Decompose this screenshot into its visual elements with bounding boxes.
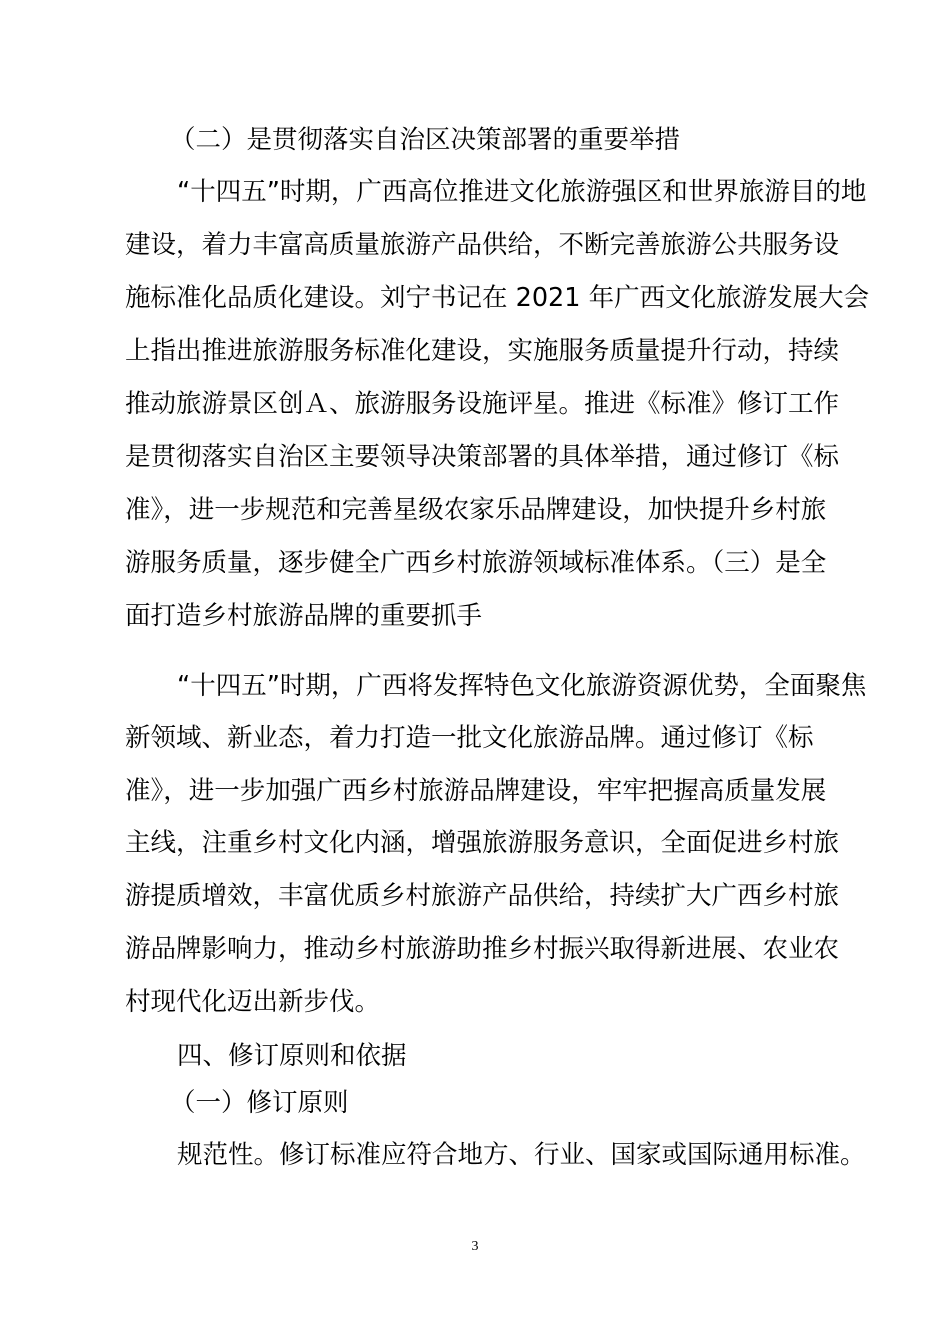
paragraph-line: 施标准化品质化建设。刘宁书记在 2021 年广西文化旅游发展大会	[125, 283, 870, 313]
paragraph-line: 准》，进一步规范和完善星级农家乐品牌建设，加快提升乡村旅	[125, 495, 827, 525]
paragraph-line: 规范性。修订标准应符合地方、行业、国家或国际通用标准。	[177, 1140, 866, 1170]
paragraph-line: 上指出推进旅游服务标准化建设，实施服务质量提升行动，持续	[125, 336, 840, 366]
paragraph-line: 准》，进一步加强广西乡村旅游品牌建设，牢牢把握高质量发展	[125, 776, 827, 806]
paragraph-line: 建设，着力丰富高质量旅游产品供给，不断完善旅游公共服务设	[125, 230, 840, 260]
section-heading-2: （二）是贯彻落实自治区决策部署的重要举措	[170, 125, 681, 155]
paragraph-line: 游提质增效，丰富优质乡村旅游产品供给，持续扩大广西乡村旅	[125, 881, 840, 911]
paragraph-line: 游品牌影响力，推动乡村旅游助推乡村振兴取得新进展、农业农	[125, 934, 840, 964]
paragraph-line: 是贯彻落实自治区主要领导决策部署的具体举措，通过修订《标	[125, 442, 840, 472]
paragraph-line: “十四五”时期，广西高位推进文化旅游强区和世界旅游目的地	[177, 177, 867, 207]
paragraph-line: 推动旅游景区创Ａ、旅游服务设施评星。推进《标准》修订工作	[125, 389, 840, 419]
section-heading-4: 四、修订原则和依据	[177, 1041, 407, 1071]
subsection-heading-1: （一）修订原则	[170, 1088, 349, 1118]
paragraph-line: 面打造乡村旅游品牌的重要抓手	[125, 601, 483, 631]
paragraph-line: “十四五”时期，广西将发挥特色文化旅游资源优势，全面聚焦	[177, 671, 867, 701]
paragraph-line: 新领域、新业态，着力打造一批文化旅游品牌。通过修订《标	[125, 723, 814, 753]
page-number: 3	[471, 1239, 479, 1254]
paragraph-line: 村现代化迈出新步伐。	[125, 987, 381, 1017]
paragraph-line: 主线，注重乡村文化内涵，增强旅游服务意识，全面促进乡村旅	[125, 828, 840, 858]
paragraph-line: 游服务质量，逐步健全广西乡村旅游领域标准体系。（三）是全	[125, 548, 827, 578]
